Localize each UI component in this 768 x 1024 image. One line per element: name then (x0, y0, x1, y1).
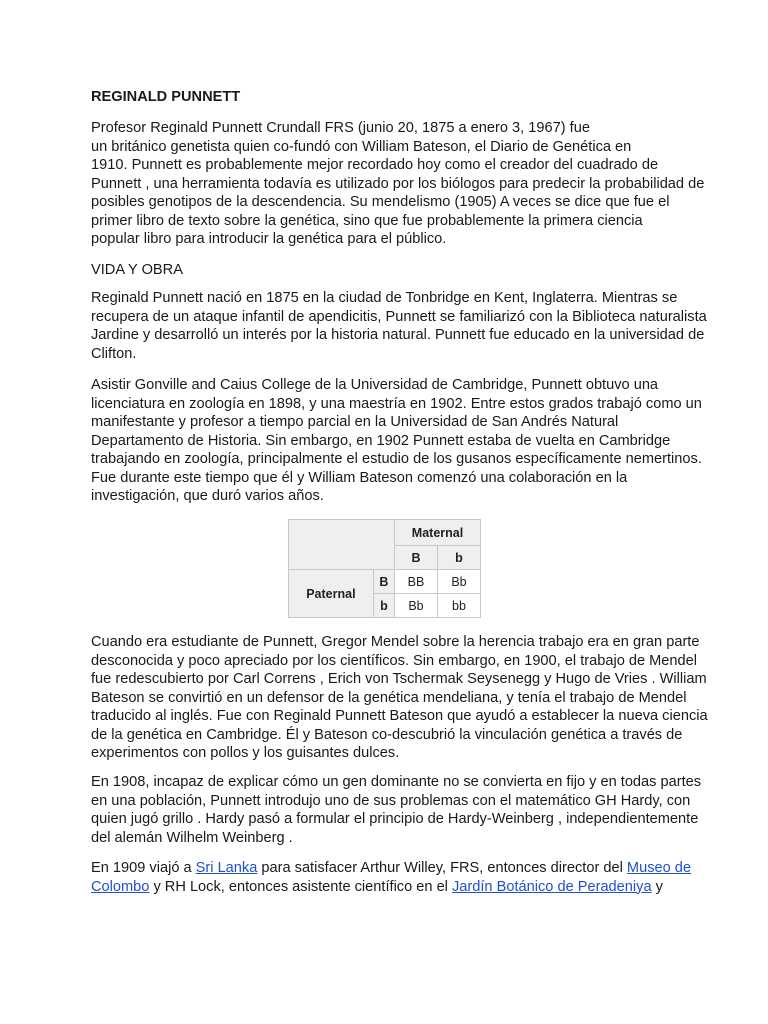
link-sri-lanka[interactable]: Sri Lanka (195, 860, 258, 876)
intro-paragraph (91, 119, 704, 249)
text-line: popular libro para introducir la genética para el público. (91, 231, 447, 247)
text-line: Reginald Punnett nació en 1875 en la ciudad de Tonbridge en Kent, Inglaterra. Mientras se (91, 290, 678, 306)
text-line: recupera de un ataque infantil de apendicitis, Punnett se familiarizó con la Biblioteca naturalista (91, 308, 707, 325)
paternal-allele: B (373, 570, 394, 594)
text-line: investigación, que duró varios años. (91, 488, 324, 504)
mendel-paragraph (91, 633, 708, 763)
text-line: fue redescubierto por Carl Correns , Erich von Tschermak Seysenegg y Hugo de Vries . William (91, 671, 707, 687)
sri-lanka-paragraph (91, 859, 691, 896)
text-line (91, 878, 691, 897)
text-line: 1910. Punnett es probablemente mejor recordado hoy como el creador del cuadrado de (91, 157, 659, 173)
section-heading: VIDA Y OBRA (91, 262, 183, 278)
link-museo-colombo[interactable]: Museo de (626, 860, 692, 876)
text-line: licenciatura en zoología en 1898, y una maestría en 1902. Entre estos grados trabajó como un (91, 395, 702, 412)
text-segment: y (651, 878, 663, 895)
text-line: En 1908, incapaz de explicar cómo un gen dominante no se convierta en fijo y en todas partes (91, 774, 702, 790)
text-line: del alemán Wilhelm Weinberg . (91, 829, 293, 846)
table-blank-corner (289, 520, 395, 570)
text-line: primer libro de texto sobre la genética, sino que fue probablemente la primera ciencia (91, 212, 643, 229)
text-line: Asistir Gonville and Caius College de la Universidad de Cambridge, Punnett obtuvo una (91, 377, 659, 393)
text-line: de la genética en Cambridge. Él y Bateson co-descubrió la vinculación genética a través de (91, 726, 683, 743)
text-line: desconocida y poco apreciado por los científicos. Sin embargo, en 1900, el trabajo de Mendel (91, 652, 698, 669)
biography-paragraph-2 (91, 376, 702, 506)
biography-paragraph-1 (91, 289, 707, 363)
text-line (91, 859, 691, 878)
text-line: trabajando en zoología, principalmente el estudio de los gusanos específicamente nemertinos. (91, 451, 702, 467)
maternal-allele: b (438, 546, 481, 570)
paternal-allele: b (373, 594, 394, 618)
text-segment: para satisfacer Arthur Willey, FRS, entonces director del (257, 860, 627, 876)
text-line: un británico genetista quien co-fundó con William Bateson, el Diario de Genética en (91, 138, 632, 155)
text-segment: y RH Lock, entonces asistente científico en el (149, 878, 452, 895)
text-line: Punnett , una herramienta todavía es utilizado por los biólogos para predecir la probabilidad de (91, 175, 705, 192)
genotype-cell: Bb (438, 570, 481, 594)
paternal-header: Paternal (289, 570, 374, 618)
genotype-cell: Bb (395, 594, 438, 618)
text-line: posibles genotipos de la descendencia. Su mendelismo (1905) A veces se dice que fue el (91, 194, 670, 210)
text-line: Clifton. (91, 345, 137, 362)
text-line: Fue durante este tiempo que él y William Bateson comenzó una colaboración en la (91, 469, 628, 486)
hardy-paragraph (91, 773, 701, 847)
text-line: experimentos con pollos y los guisantes dulces. (91, 745, 400, 761)
text-line: quien jugó grillo . Hardy pasó a formular el principio de Hardy-Weinberg , independientemente (91, 811, 699, 827)
text-line: en una población, Punnett introdujo uno de sus problemas con el matemático GH Hardy, con (91, 792, 691, 809)
text-line: Jardine y desarrolló un interés por la historia natural. Punnett fue educado en la universidad de (91, 327, 705, 343)
genotype-cell: BB (395, 570, 438, 594)
maternal-allele: B (395, 546, 438, 570)
link-jardin-botanico[interactable]: Jardín Botánico de Peradeniya (451, 878, 652, 895)
link-museo-colombo-cont[interactable]: Colombo (91, 878, 150, 895)
text-segment: En 1909 viajó a (91, 860, 196, 876)
text-line: Departamento de Historia. Sin embargo, en 1902 Punnett estaba de vuelta en Cambridge (91, 432, 671, 449)
text-line: Bateson se convirtió en un defensor de la genética mendeliana, y tenía el trabajo de Mendel (91, 689, 687, 706)
document-title: REGINALD PUNNETT (91, 89, 241, 105)
maternal-header: Maternal (395, 520, 481, 546)
punnett-square-table (288, 519, 481, 618)
text-line: Profesor Reginald Punnett Crundall FRS (junio 20, 1875 a enero 3, 1967) fue (91, 120, 590, 136)
text-line: traducido al inglés. Fue con Reginald Punnett Bateson que ayudó a establecer la nueva ciencia (91, 708, 708, 724)
text-line: Cuando era estudiante de Punnett, Gregor Mendel sobre la herencia trabajo era en gran parte (91, 634, 700, 650)
text-line: manifestante y profesor a tiempo parcial en la Universidad de San Andrés Natural (91, 414, 619, 430)
genotype-cell: bb (438, 594, 481, 618)
